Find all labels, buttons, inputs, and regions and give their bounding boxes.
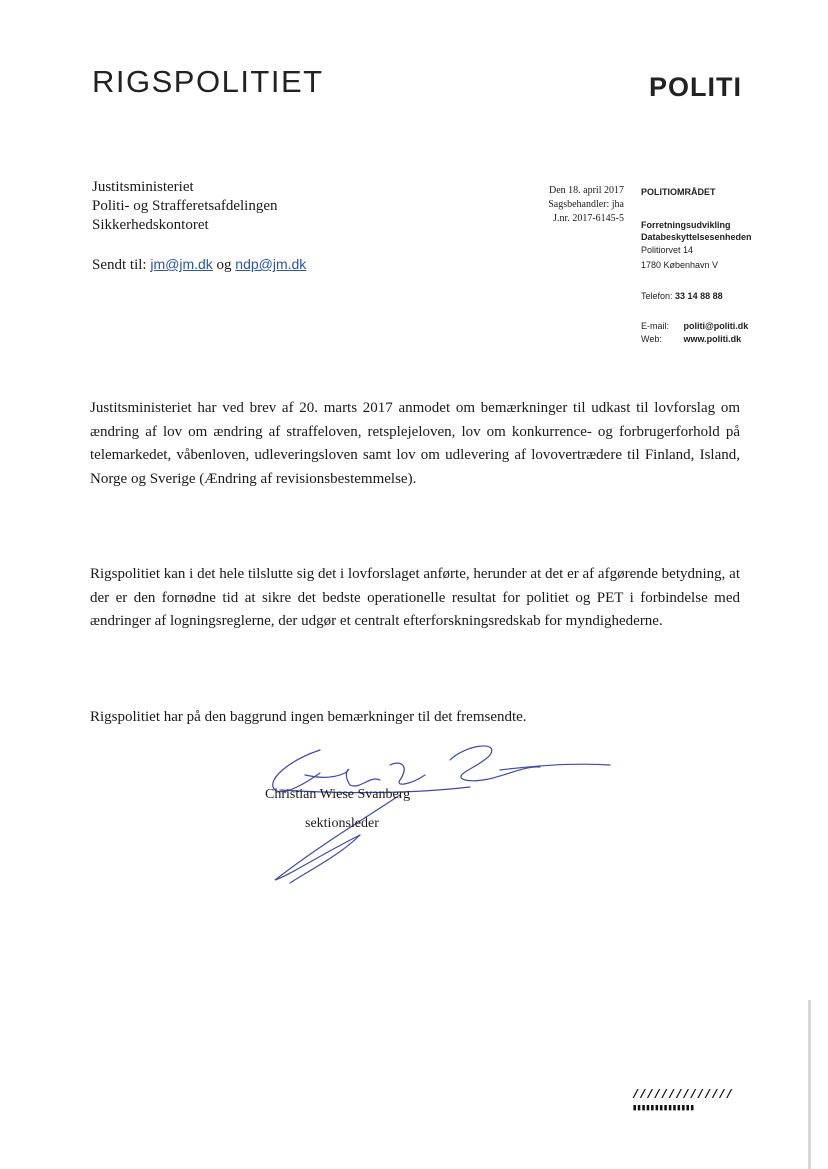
phone-label: Telefon: <box>641 291 673 301</box>
dept-area: POLITIOMRÅDET <box>641 187 716 197</box>
handwritten-signature <box>250 735 630 895</box>
barcode-top: ////////////// <box>632 1088 733 1102</box>
letter-meta <box>500 184 624 226</box>
recipient-address <box>92 178 278 235</box>
signer-title: sektionsleder <box>305 816 379 831</box>
dept-email <box>641 320 748 332</box>
brand-title: RIGSPOLITIET <box>92 64 324 99</box>
scan-edge <box>808 1000 811 1169</box>
web-value: www.politi.dk <box>683 334 742 344</box>
recipient-line: Sikkerhedskontoret <box>92 217 209 233</box>
body-paragraph-3: Rigspolitiet har på den baggrund ingen bemærkninger til det fremsendte. <box>90 709 527 725</box>
caseworker: Sagsbehandler: jha <box>548 199 624 210</box>
dept-web <box>641 333 741 345</box>
dept-city: 1780 København V <box>641 260 719 270</box>
phone-value: 33 14 88 88 <box>675 291 723 301</box>
web-label: Web: <box>641 334 662 344</box>
sent-to-conj: og <box>216 257 232 273</box>
signer-name: Christian Wiese Svanberg <box>265 787 411 802</box>
body-paragraph-1: Justitsministeriet har ved brev af 20. marts 2017 anmodet om bemærkninger til udkast til lovforslag om ændring af lov om ændring af straffeloven, retsplejeloven, lov om konkurrence- og forbrugerforhold på telemarkedet, våbenloven, udleveringsloven samt lov om udlevering af lovovertrædere til Finland, Island, Norge og Sverige (Ændring af revisionsbestemmelse). <box>90 400 740 487</box>
politi-logo: POLITI <box>649 72 742 102</box>
dept-unit1: Forretningsudvikling <box>641 220 731 230</box>
email-link-jm[interactable]: jm@jm.dk <box>150 256 213 272</box>
email-label: E-mail: <box>641 321 670 331</box>
recipient-line: Politi- og Strafferetsafdelingen <box>92 198 278 214</box>
barcode <box>632 1089 733 1115</box>
barcode-bottom: ▮▮▮▮▮▮▮▮▮▮▮▮▮▮ <box>632 1103 694 1113</box>
recipient-line: Justitsministeriet <box>92 179 194 195</box>
dept-street: Politiorvet 14 <box>641 245 694 255</box>
email-value: politi@politi.dk <box>683 321 749 331</box>
sent-to <box>92 256 306 274</box>
dept-phone <box>641 290 723 302</box>
journal-number: J.nr. 2017-6145-5 <box>553 213 624 224</box>
sent-to-label: Sendt til: <box>92 257 147 273</box>
dept-unit2: Databeskyttelsesenheden <box>641 232 752 242</box>
body-paragraph-2: Rigspolitiet kan i det hele tilslutte sig det i lovforslaget anførte, herunder at det er af afgørende betydning, at der er den fornødne tid at sikre det bedste operationelle resultat for politiet og PET i forbindelse med ændringer af logningsreglerne, der udgør et centralt efterforskningsredskab for myndighederne. <box>90 566 740 629</box>
email-link-ndp[interactable]: ndp@jm.dk <box>235 256 307 272</box>
letter-date: Den 18. april 2017 <box>549 185 624 196</box>
